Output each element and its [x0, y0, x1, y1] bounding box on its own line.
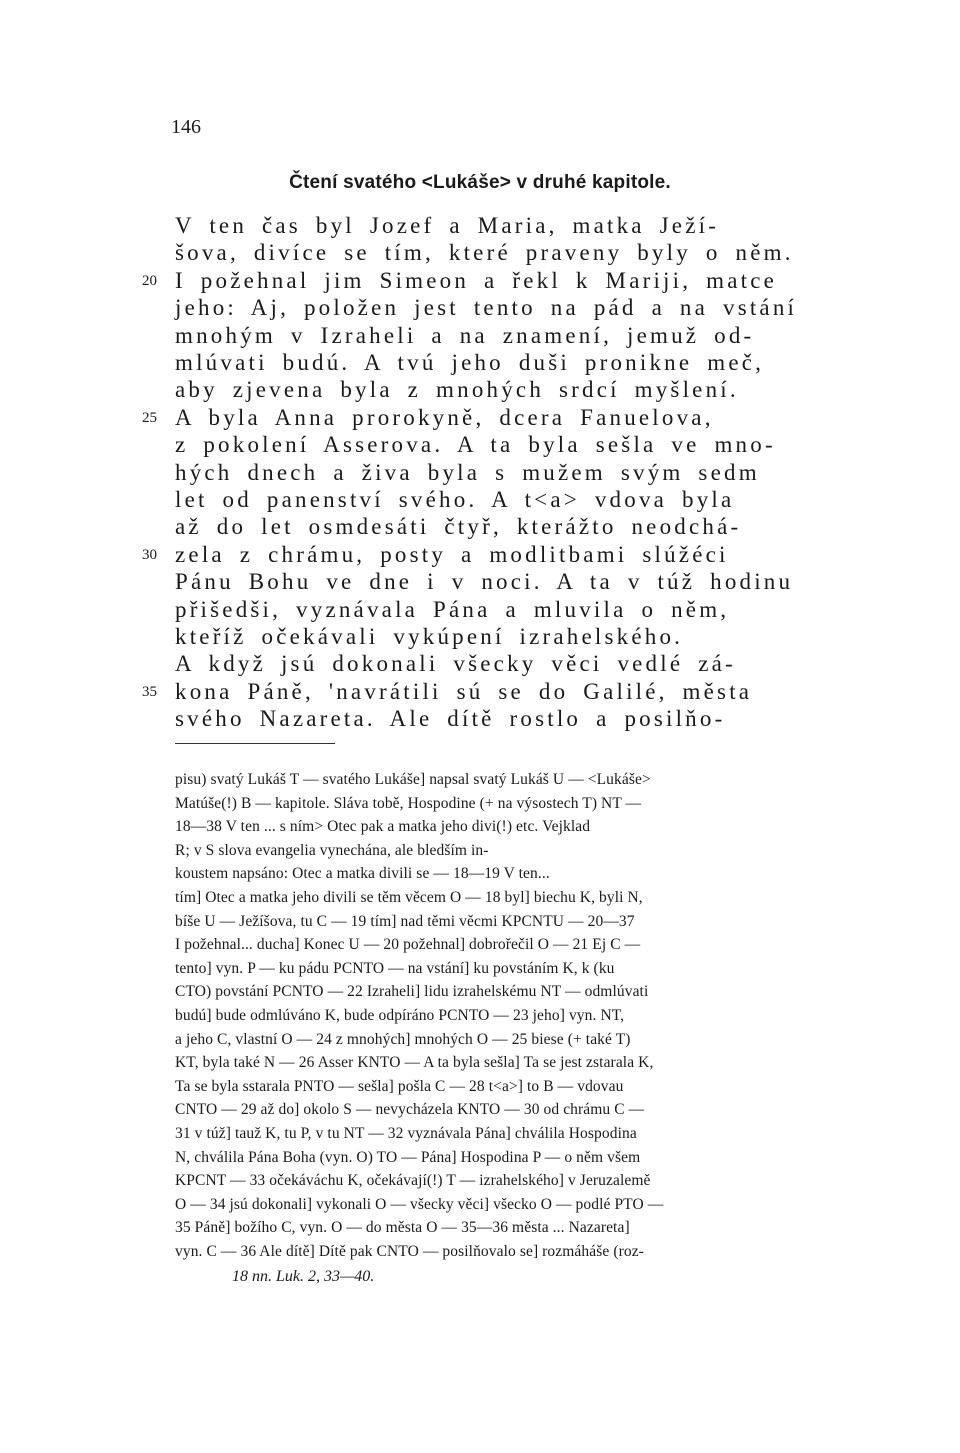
apparatus-line: Ta se byla sstarala PNTO — sešla] pošla C — 28 t<a>] to B — vdovau: [175, 1077, 624, 1095]
line-text: A když jsú dokonali všecky věci vedlé zá-: [175, 651, 736, 677]
apparatus-line: O — 34 jsú dokonali] vykonali O — všecky věci] všecko O — podlé PTO —: [175, 1195, 664, 1213]
text-line: [175, 703, 815, 735]
separator-line: [175, 743, 335, 744]
line-text: kona Páně, 'navrátili sú se do Galilé, města: [175, 678, 753, 704]
apparatus-line: I požehnal... ducha] Konec U — 20 požehnal] dobrořečil O — 21 Ej C —: [175, 936, 641, 954]
line-text: svého Nazareta. Ale dítě rostlo a posilňo-: [175, 706, 726, 732]
apparatus-line: vyn. C — 36 Ale dítě] Dítě pak CNTO — posilňovalo se] rozmáháše (roz-: [175, 1243, 644, 1260]
line-text: kteříž očekávali vykúpení izrahelského.: [175, 624, 684, 649]
apparatus-line: 31 v túž] tauž K, tu P, v tu NT — 32 vyznávala Pána] chválila Hospodina: [175, 1125, 637, 1142]
apparatus-line: CTO) povstání PCNTO — 22 Izraheli] lidu izrahelskému NT — odmlúvati: [175, 983, 649, 1001]
line-text: Pánu Bohu ve dne i v noci. A ta v túž hodinu: [175, 569, 794, 595]
line-number: 25: [142, 409, 157, 426]
line-text: aby zjevena byla z mnohých srdcí myšlení.: [175, 377, 739, 403]
apparatus-line: tento] vyn. P — ku pádu PCNTO — na vstání] ku povstáním K, k (ku: [175, 959, 615, 977]
page-number: 146: [171, 116, 201, 138]
apparatus-line: R; v S slova evangelia vynechána, ale bledším in-: [175, 841, 489, 859]
apparatus-line: koustem napsáno: Otec a matka divili se — 18—19 V ten...: [175, 865, 550, 883]
line-text: jeho: Aj, položen jest tento na pád a na vstání: [175, 295, 798, 321]
line-text: V ten čas byl Jozef a Maria, matka Ježí-: [175, 213, 720, 238]
apparatus-line: 18—38 V ten ... s ním> Otec pak a matka jeho divi(!) etc. Vejklad: [175, 818, 591, 836]
apparatus-line: bíše U — Ježíšova, tu C — 19 tím] nad těmi věcmi KPCNTU — 20—37: [175, 912, 635, 930]
line-text: mlúvati budú. A tvú jeho duši pronikne meč,: [175, 350, 765, 375]
line-number: 30: [142, 546, 157, 563]
apparatus-line: KT, byla také N — 26 Asser KNTO — A ta byla sešla] Ta se jest zstarala K,: [175, 1054, 654, 1072]
line-text: z pokolení Asserova. A ta byla sešla ve mno-: [175, 432, 776, 458]
line-text: zela z chrámu, posty a modlitbami slúžéci: [175, 541, 729, 567]
apparatus-line: tím] Otec a matka jeho divili se těm věcem O — 18 byl] biechu K, byli N,: [175, 889, 643, 906]
line-text: mnohým v Izraheli a na znamení, jemuž od-: [175, 322, 755, 348]
chapter-heading: Čtení svatého <Lukáše> v druhé kapitole.: [289, 172, 671, 193]
apparatus-line: a jeho C, vlastní O — 24 z mnohých] mnohých O — 25 biese (+ také T): [175, 1030, 631, 1048]
line-text: let od panenství svého. A t<a> vdova byla: [175, 487, 735, 512]
apparatus-line: KPCNT — 33 očekáváchu K, očekávají(!) T — izrahelského] v Jeruzalemě: [175, 1172, 651, 1190]
line-text: I požehnal jim Simeon a řekl k Mariji, matce: [175, 267, 778, 293]
line-text: hých dnech a živa byla s mužem svým sedm: [175, 459, 760, 485]
line-text: až do let osmdesáti čtyř, kterážto neodchá-: [175, 514, 742, 540]
line-number: 20: [142, 272, 157, 289]
line-text: A byla Anna prorokyně, dcera Fanuelova,: [175, 404, 714, 430]
apparatus-line: Matúše(!) B — kapitole. Sláva tobě, Hospodine (+ na výsostech T) NT —: [175, 794, 642, 812]
line-text: šova, divíce se tím, které praveny byly o něm.: [175, 240, 794, 266]
apparatus-line: budú] bude odmlúváno K, bude odpíráno PCNTO — 23 jeho] vyn. NT,: [175, 1007, 625, 1024]
apparatus-line: pisu) svatý Lukáš T — svatého Lukáše] napsal svatý Lukáš U — <Lukáše>: [175, 771, 651, 788]
apparatus-line: CNTO — 29 až do] okolo S — nevycházela KNTO — 30 od chrámu C —: [175, 1101, 645, 1119]
apparatus-line: 35 Páně] božího C, vyn. O — do města O — 35—36 města ... Nazareta]: [175, 1219, 630, 1237]
line-text: přišedši, vyznávala Pána a mluvila o něm,: [175, 596, 730, 622]
reference-line: 18 nn. Luk. 2, 33—40.: [232, 1268, 375, 1285]
apparatus-line: N, chválila Pána Boha (vyn. O) TO — Pána] Hospodina P — o něm všem: [175, 1148, 641, 1166]
line-number: 35: [142, 683, 157, 700]
